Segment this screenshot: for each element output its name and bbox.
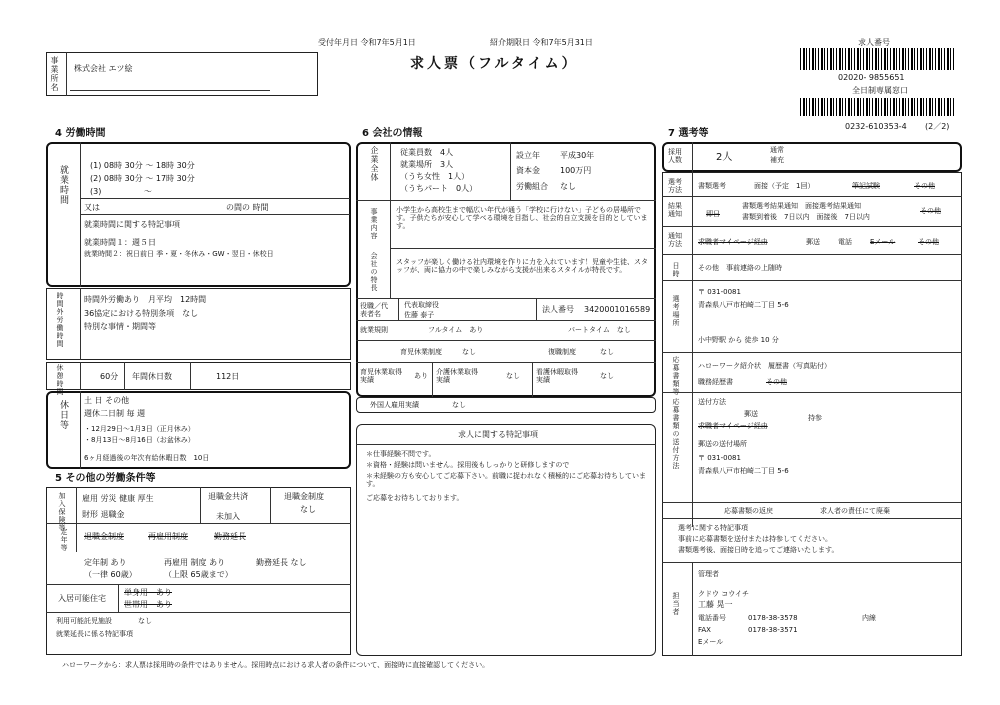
hours-special-2: 就業時間２：祝日前日 季・夏・冬休み・GW・翌日・休校日 [84,250,274,258]
foreign-label: 外国人雇用実績 [370,401,419,409]
method-label: 選考方法 [668,178,682,195]
selection-note-2: 書類選考後、面接日時を追ってご連絡いたします。 [678,546,839,554]
childcare-value: なし [138,617,152,625]
feature-desc: スタッフが楽しく働ける社内環境を作りに力を入れています！児童や生徒、スタッフが、両に協力の中で楽しみながら支援が出来るスタイルが特長です。 [396,258,648,275]
foreign: なし [452,401,466,409]
tel: 0178-38-3578 [748,614,798,622]
send-zip: 〒 031-0081 [698,454,741,462]
mutual-aid-label: 退職金共済 [208,492,248,501]
rules-fulltime: フルタイム あり [428,326,484,334]
date-label: 日時 [672,262,680,278]
retire-item-1: 退職金制度 [84,532,124,541]
send-label: 応募書類の送付方法 [672,398,680,470]
fax-label: FAX [698,626,711,634]
job-number: 02020- 9855651 [838,73,905,82]
result-2: 書類到着後 7日以内 面接後 7日以内 [742,213,870,221]
overtime: 時間外労働あり 月平均 12時間 [84,295,207,304]
date-value: その他 事前連絡の上随時 [698,264,782,272]
send-method: 送付方法 [698,398,726,406]
childcare-record-label: 育児休業取得実績 [360,368,402,385]
care-record-label: 介護休業取得実績 [436,368,478,385]
office-barcode [800,98,955,116]
overtime-label: 時間外労働時間 [56,292,64,348]
special-1: ＊仕事経験不問です。 [366,450,436,458]
notify-post: 郵送 [806,238,820,246]
return-system-label: 復職制度 [548,348,576,356]
notify-tel: 電話 [838,238,852,246]
nursing-record: なし [600,372,614,380]
retire-age: 定年制 あり [84,558,127,567]
insurance-extra: 財形 退職金 [82,510,125,519]
send-post: 郵送 [744,410,758,418]
place-zip: 〒 031-0081 [698,288,741,296]
page-title: 求人票（フルタイム） [410,56,579,72]
job-number-label: 求人番号 [858,38,890,47]
return-label: 応募書類の返戻 [724,507,773,515]
corp-label: 法人番号 [542,305,574,314]
contact-label: 担当者 [672,592,680,616]
holiday-label: 休日等 [58,400,68,430]
result-other: その他 [920,207,941,215]
send-mypage: 求職者マイページ経由 [698,422,768,430]
rehire: 再雇用 制度 あり [164,558,226,567]
selection-note-1: 事前に応募書類を送付または持参してください。 [678,535,832,543]
childcare-leave: なし [462,348,476,356]
hire-type: 通常 [770,146,784,154]
docs-2: 職務経歴書 [698,378,733,386]
holidays: 土 日 その他 [84,396,130,405]
corp-number: 3420001016589 [584,305,651,314]
feature-label: 会社の特長 [370,252,378,292]
manager-role: 管理者 [698,570,719,578]
intro-deadline: 紹介期限日 令和7年5月31日 [490,38,593,47]
manager-kana: クドウ コウイチ [698,590,750,598]
childcare-note: 就業延長に係る特記事項 [56,630,133,638]
send-addr-label: 郵送の送付場所 [698,440,747,448]
work-hours-label: 就業時間 [58,165,68,205]
section7-heading: 7 選考等 [668,128,709,139]
rules-label: 就業規則 [360,326,388,334]
pension-label: 退職金制度 [284,492,324,501]
office-code: 0232-610353-4 [845,122,907,131]
result-1: 書類選考結果通知 面接選考結果通知 [742,202,861,210]
job-number-barcode [800,48,955,70]
rep-label: 役職／代表者名 [360,302,388,319]
hours-special-1: 就業時間１：週５日 [84,238,156,247]
company-name-label: 事業所名 [50,56,59,92]
ext-label: 内線 [862,614,876,622]
overtime-36: 36協定における特別条項 なし [84,309,199,318]
shift-2: (2) 08時 30分 ～ 17時 30分 [90,174,195,183]
rep-title: 代表取締役 [404,301,439,309]
founded: 平成30年 [560,151,595,160]
hire-count: 2人 [716,152,733,163]
notify-email: Eメール [870,238,896,246]
childcare-record: あり [414,372,428,380]
received-date: 受付年月日 令和7年5月1日 [318,38,416,47]
overtime-special: 特別な事情・期間等 [84,322,156,331]
docs-label: 応募書類等 [672,356,680,396]
nursing-record-label: 看護休暇取得実績 [536,368,578,385]
rules-parttime: パートタイム なし [568,326,631,334]
special-4: ご応募をお待ちしております。 [366,494,464,502]
notify-label: 通知方法 [668,232,682,249]
housing-family: 世帯用 あり [124,600,172,609]
docs-3: その他 [766,378,787,386]
business-label: 事業内容 [370,208,378,240]
special-box [356,424,656,656]
tel-label: 電話番号 [698,614,726,622]
result-label: 結果通知 [668,202,682,219]
place-nearest: 小中野駅 から 徒歩 10 分 [698,336,779,344]
shift-3: (3) ～ [90,187,152,196]
docs: ハローワーク紹介状 履歴書（写真貼付） [698,362,831,370]
retire-item-2: 再雇用制度 [148,532,188,541]
break-box [46,362,351,390]
care-record: なし [506,372,520,380]
extend: 勤務延長 なし [256,558,307,567]
housing-single: 単身用 あり [124,588,172,597]
method-1: 書類選考 [698,182,726,190]
annual-value: 112日 [216,372,240,381]
return-system: なし [600,348,614,356]
break-label: 休憩時間 [56,364,64,396]
rehire-2: （上限 65歳まで） [164,570,233,579]
holiday-week: 週休二日制 毎 週 [84,409,146,418]
housing-label: 入居可能住宅 [58,594,106,603]
capital-label: 資本金 [516,166,540,175]
selection-note-head: 選考に関する特記事項 [678,524,748,532]
send-bring: 持参 [808,414,822,422]
retire-age-2: （一律 60歳） [84,570,137,579]
retire-item-3: 勤務延長 [214,532,246,541]
method-2: 面接（予定 1回） [754,182,815,190]
hire-box [662,142,962,172]
manager-name: 工藤 晃一 [698,600,733,609]
notify-other: その他 [918,238,939,246]
rep-name: 佐藤 泰子 [404,311,435,319]
holiday-note-2: ・8月13日～8月16日（お盆休み） [84,436,195,444]
method-4: その他 [914,182,935,190]
fax: 0178-38-3571 [748,626,798,634]
emp-female: （うち女性 1人） [400,172,470,181]
section6-heading: 6 会社の情報 [362,128,423,139]
send-address: 青森県八戸市柏崎二丁目 5-6 [698,467,789,475]
notify-mypage: 求職者マイページ経由 [698,238,768,246]
result-timing: 即日 [706,210,720,218]
capital: 100万円 [560,166,592,175]
insurance: 雇用 労災 健康 厚生 [82,494,154,503]
business-desc: 小学生から高校生まで幅広い年代が通う「学校に行けない」子どもの居場所です。子供たちが安心して学べる環境を目指し、社会的自立支援を目的としています。 [396,206,648,231]
employees-label: 企業全体 [370,146,379,182]
page-number: (2／2) [925,122,950,131]
union-label: 労働組合 [516,182,548,191]
shift-1: (1) 08時 30分 ～ 18時 30分 [90,161,195,170]
hire-label: 採用人数 [668,148,682,165]
paid-leave: 6ヶ月経過後の年次有給休暇日数 10日 [84,454,210,462]
special-2: ＊資格・経験は問いません。採用後もしっかりと研修しますので [366,461,570,469]
holiday-note-1: ・12月29日～1月3日（正月休み） [84,425,195,433]
childcare-leave-label: 育児休業制度 [400,348,442,356]
company-name: 株式会社 エツ絵 [74,64,133,73]
emp-workplace: 就業場所 3人 [400,160,454,169]
childcare-label: 利用可能託児施設 [56,617,112,625]
section4-heading: 4 労働時間 [55,128,106,139]
break-value: 60分 [100,372,119,381]
email-label: Eメール [698,638,724,646]
section5-heading: 5 その他の労働条件等 [55,473,156,484]
insurance-label: 加入保険等 [58,492,66,532]
pension: なし [300,505,316,514]
union: なし [560,182,576,191]
between-text: の間の 時間 [226,203,269,212]
footer-note: ハローワークから：求人票は採用時の条件ではありません。採用時点における求人者の条件について、面接時に直接確認してください。 [62,661,490,669]
retire-label: 定年等 [60,528,68,552]
hours-special-label: 就業時間に関する特記事項 [84,220,180,229]
annual-label: 年間休日数 [132,372,172,381]
special-3: ＊未経験の方も安心してご応募下さい。前職に捉われなく積極的にご応募お待ちしています。 [366,472,646,489]
or-label: 又は [84,203,100,212]
emp-part: （うちパート 0人） [400,184,478,193]
hire-type-2: 補充 [770,156,784,164]
special-head: 求人に関する特記事項 [458,430,538,439]
return-value: 求人者の責任にて廃棄 [820,507,890,515]
place-address: 青森県八戸市柏崎二丁目 5-6 [698,301,789,309]
job-kind: 全日制専属窓口 [852,86,908,95]
method-3: 筆記試験 [852,182,880,190]
emp-office: 従業員数 4人 [400,148,454,157]
mutual-aid: 未加入 [216,512,240,521]
place-label: 選考場所 [672,295,680,327]
founded-label: 設立年 [516,151,540,160]
